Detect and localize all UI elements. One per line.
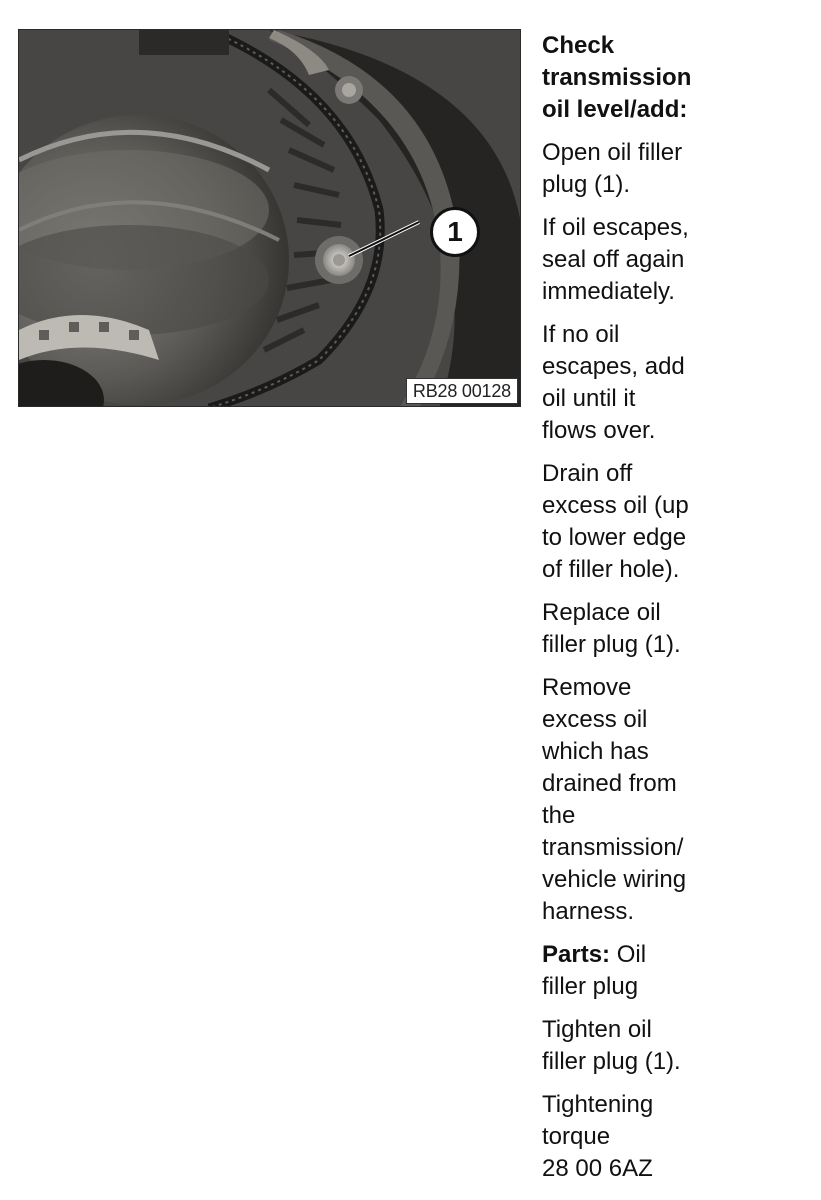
parts-line: filler plug <box>542 973 639 1000</box>
step-line: filler plug (1). <box>542 631 681 658</box>
step-line: Drain off <box>542 460 633 487</box>
step-remove-excess <box>542 672 812 928</box>
step-line: immediately. <box>542 278 675 305</box>
instructions-column <box>542 30 812 1196</box>
step-line: Tightening <box>542 1091 654 1118</box>
parts-note <box>542 939 812 1003</box>
step-replace-plug <box>542 597 812 661</box>
step-line: excess oil (up <box>542 492 689 519</box>
transmission-photo <box>18 29 521 407</box>
step-oil-escapes <box>542 212 812 308</box>
step-line: the <box>542 802 576 829</box>
step-line: Replace oil <box>542 599 661 626</box>
step-line: excess oil <box>542 706 648 733</box>
step-drain-excess <box>542 458 812 586</box>
figure-code: RB28 00128 <box>406 378 518 404</box>
torque-spec-link: 28 00 6AZ <box>542 1155 653 1182</box>
step-line: Tighten oil <box>542 1016 652 1043</box>
step-line: drained from <box>542 770 677 797</box>
step-add-oil <box>542 319 812 447</box>
step-line: If no oil <box>542 321 620 348</box>
callout-1: 1 <box>430 207 480 257</box>
step-line: If oil escapes, <box>542 214 689 241</box>
heading-line: transmission <box>542 64 692 91</box>
heading-line: oil level/add: <box>542 96 688 123</box>
step-line: escapes, add <box>542 353 685 380</box>
step-line: transmission/ <box>542 834 684 861</box>
parts-line <box>542 939 812 971</box>
heading-line: Check <box>542 32 615 59</box>
step-line: which has <box>542 738 649 765</box>
parts-label: Parts: <box>542 941 611 968</box>
step-line: seal off again <box>542 246 685 273</box>
parts-text: Oil <box>610 941 647 968</box>
step-tighten-plug <box>542 1014 812 1078</box>
step-line: oil until it <box>542 385 636 412</box>
step-line: vehicle wiring <box>542 866 687 893</box>
section-heading <box>542 30 812 126</box>
tightening-torque <box>542 1089 812 1185</box>
step-line: of filler hole). <box>542 556 680 583</box>
step-line: flows over. <box>542 417 656 444</box>
step-line: filler plug (1). <box>542 1048 681 1075</box>
step-line: to lower edge <box>542 524 687 551</box>
step-line: torque <box>542 1123 611 1150</box>
step-line: plug (1). <box>542 171 631 198</box>
step-line: Open oil filler <box>542 139 683 166</box>
step-line: Remove <box>542 674 632 701</box>
step-line: harness. <box>542 898 635 925</box>
step-open-plug <box>542 137 812 201</box>
